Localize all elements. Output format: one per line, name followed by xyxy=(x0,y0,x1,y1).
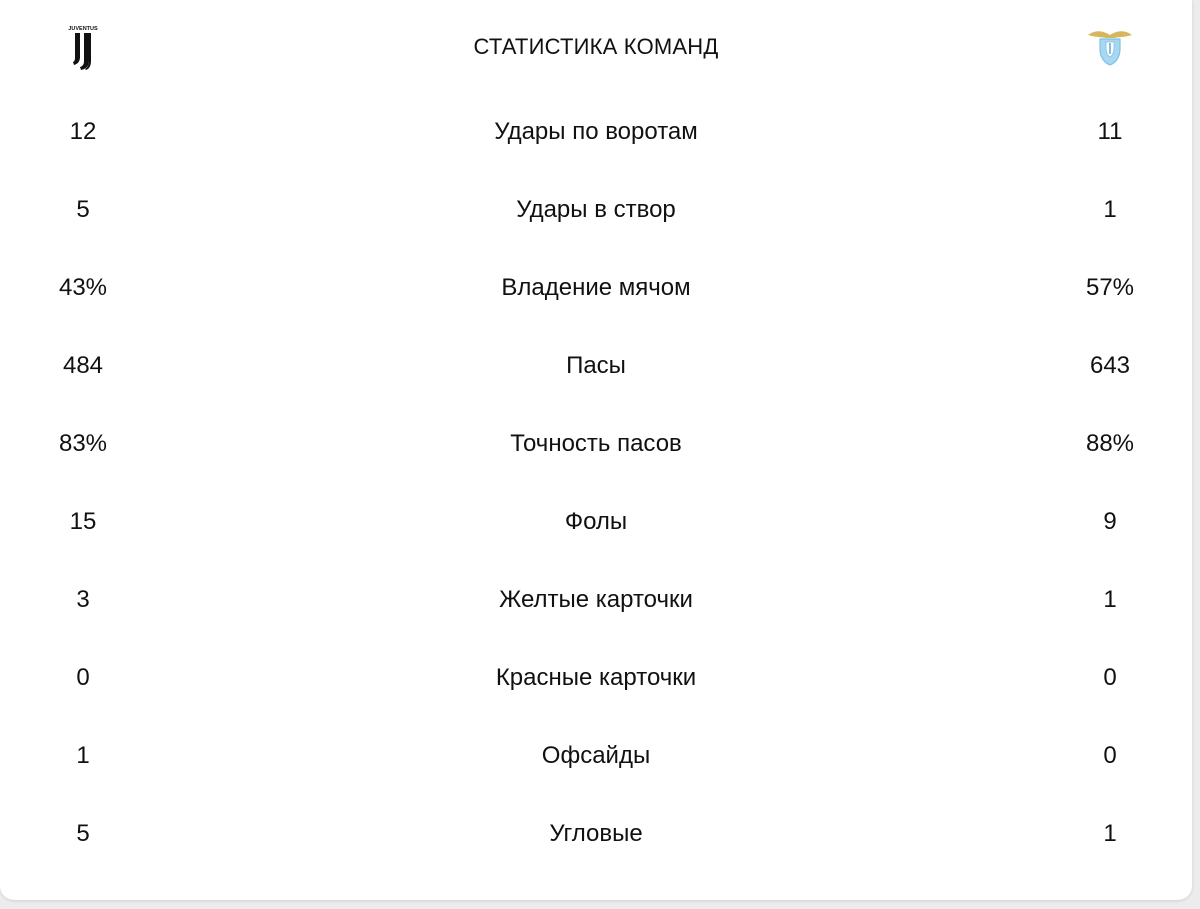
stat-label: Пасы xyxy=(566,352,626,379)
stat-label: Фолы xyxy=(564,508,628,535)
stat-label: Угловые xyxy=(549,820,643,847)
away-value: 11 xyxy=(1097,118,1123,145)
stat-row-shots-on-target xyxy=(0,171,1192,249)
away-value: 88% xyxy=(1085,430,1135,457)
away-value: 1 xyxy=(1103,820,1117,847)
away-value: 9 xyxy=(1103,508,1117,535)
away-value: 0 xyxy=(1103,742,1117,769)
away-value: 0 xyxy=(1103,664,1117,691)
stats-table xyxy=(0,93,1192,873)
stat-label: Желтые карточки xyxy=(499,586,693,613)
home-value: 3 xyxy=(76,586,90,613)
home-value: 43% xyxy=(58,274,108,301)
stat-row-shots xyxy=(0,93,1192,171)
away-value: 57% xyxy=(1085,274,1135,301)
stats-header xyxy=(0,20,1192,74)
home-value: 5 xyxy=(76,196,90,223)
stat-row-red-cards xyxy=(0,639,1192,717)
home-value: 15 xyxy=(69,508,97,535)
svg-text:JUVENTUS: JUVENTUS xyxy=(68,26,98,32)
stat-row-pass-accuracy xyxy=(0,405,1192,483)
page-title: СТАТИСТИКА КОМАНД xyxy=(473,34,719,59)
stat-row-corners xyxy=(0,795,1192,873)
away-value: 1 xyxy=(1103,196,1117,223)
stat-row-offsides xyxy=(0,717,1192,795)
away-value: 1 xyxy=(1103,586,1117,613)
stat-row-yellow-cards xyxy=(0,561,1192,639)
stat-row-possession xyxy=(0,249,1192,327)
stat-label: Удары в створ xyxy=(516,196,676,223)
stat-label: Удары по воротам xyxy=(494,118,698,145)
home-value: 83% xyxy=(58,430,108,457)
lazio-logo-icon xyxy=(1083,20,1137,74)
home-value: 0 xyxy=(76,664,90,691)
home-value: 484 xyxy=(62,352,104,379)
stat-label: Точность пасов xyxy=(510,430,682,457)
stat-label: Владение мячом xyxy=(501,274,691,301)
away-value: 643 xyxy=(1089,352,1131,379)
stat-label: Офсайды xyxy=(541,742,651,769)
home-value: 1 xyxy=(76,742,90,769)
home-value: 12 xyxy=(69,118,97,145)
stat-row-passes xyxy=(0,327,1192,405)
stat-row-fouls xyxy=(0,483,1192,561)
stat-label: Красные карточки xyxy=(495,664,697,691)
home-value: 5 xyxy=(76,820,90,847)
